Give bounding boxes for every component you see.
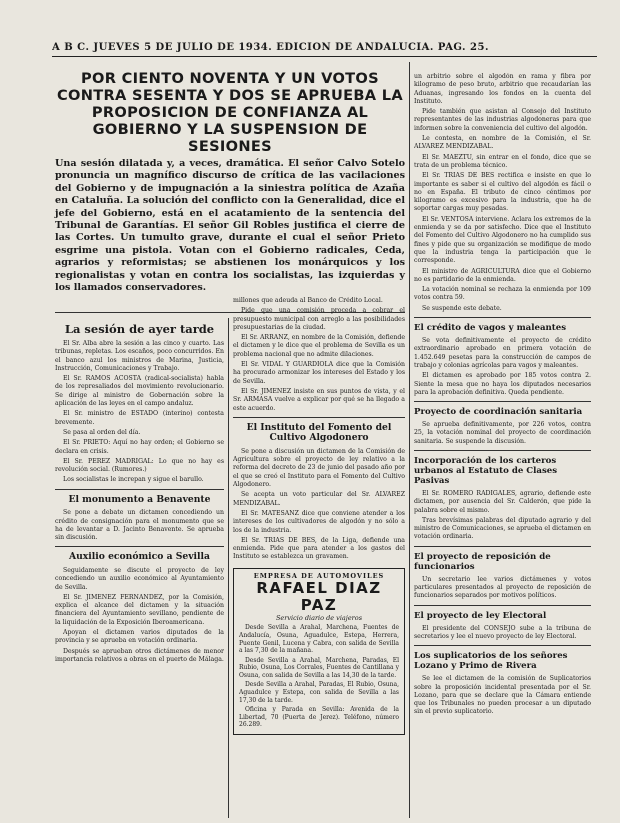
heading-coordinacion: Proyecto de coordinación sanitaria	[414, 407, 583, 418]
heading-auxilio: Auxilio económico a Sevilla	[69, 551, 210, 563]
paragraph: Pide que una comisión proceda a cobrar el presupuesto municipal con arreglo a las posibilidades presupuestarias de la ciudad.	[233, 307, 405, 331]
paragraph: El Sr. PEREZ MADRIGAL: Lo que no hay es revolución social. (Rumores.)	[55, 457, 224, 474]
paragraph: Los socialistas le increpan y sigue el barullo.	[63, 476, 204, 484]
heading-credito: El crédito de vagos y maleantes	[414, 323, 567, 334]
section-divider	[414, 605, 591, 606]
paragraph: Se acepta un voto particular del Sr. ALVAREZ MENDIZABAL.	[233, 491, 405, 507]
paragraph: El Sr. JIMENEZ FERNANDEZ, por la Comisión, explica el alcance del dictamen y la situación financiera del Ayuntamiento sevillano, pendiente de la liquidación de la Exposición Iberoamericana.	[55, 593, 224, 626]
column-rule-1	[228, 318, 229, 818]
paragraph: El Sr. TRIAS DE BES rectifica e insiste en que lo importante es saber si el cultivo del algodón es fácil o no en España. El tributo de cinco céntimos por kilogramo es excesivo para la industria, que ha de soportar cargas muy pesadas.	[414, 172, 591, 213]
ad-paragraph: Desde Sevilla a Arahal, Paradas, El Rubio, Osuna, Aguadulce y Estepa, con salida de Sevilla a las 17,30 de la tarde.	[239, 681, 399, 704]
paragraph: millones que adeuda al Banco de Crédito Local.	[233, 297, 383, 304]
section-divider	[414, 401, 591, 402]
paragraph: El Sr. TRIAS DE BES, de la Liga, defiende una enmienda. Pide que para atender a los gastos del Instituto se establezca un gravamen.	[233, 536, 405, 561]
paragraph: un arbitrio sobre el algodón en rama y fibra por kilogramo de peso bruto, arbitrio que recaudarían las Aduanas, ingresando los fondos en la cuenta del Instituto.	[414, 73, 591, 105]
ad-paragraph: Oficina y Parada en Sevilla: Avenida de la Libertad, 70 (Puerta de Jerez). Teléfono, número 26.289.	[239, 706, 399, 729]
paragraph: El Sr. Alba abre la sesión a las cinco y cuarto. Las tribunas, repletas. Los escaños, poco concurridos. En el banco azul los ministros de Marina, Justicia, Instrucción, Comunicaciones y Trabajo.	[55, 340, 224, 372]
paragraph: El Sr. ROMERO RADIGALES, agrario, defiende este dictamen, por ausencia del Sr. Calderón, que pide la palabra sobre el mismo.	[414, 489, 591, 514]
paragraph: Se pasa al orden del día.	[63, 428, 141, 436]
paragraph: Se lee el dictamen de la comisión de Suplicatorios sobre la proposición incidental presentada por el Sr. Lozano, para que se declare que la Cámara entiende que los Tribunales no pueden procesar a un diputado sin el previo suplicatorio.	[414, 675, 591, 716]
paragraph: Se suspende este debate.	[422, 304, 502, 312]
column-1	[55, 318, 224, 818]
paragraph: Un secretario lee varios dictámenes y votos particulares presentados al proyecto de reposición de funcionarios separados por motivos políticos.	[414, 575, 591, 600]
paragraph: Se vota definitivamente el proyecto de crédito extraordinario aprobado en primera votación de 1.452.649 pesetas para la construcción de campos de trabajo y colonias agrícolas para vagos y maleantes.	[414, 337, 591, 369]
paragraph: Apoyan el dictamen varios diputados de la provincia y se aprueba en votación ordinaria.	[55, 629, 224, 645]
heading-monumento: El monumento a Benavente	[68, 493, 211, 505]
ad-tagline: Servicio diario de viajeros	[275, 614, 363, 623]
section-divider	[414, 546, 591, 547]
paragraph: El ministro de AGRICULTURA dice que el Gobierno no es partidario de la enmienda.	[414, 267, 591, 283]
paragraph: El Sr. ministro de ESTADO (interino) contesta brevemente.	[55, 410, 224, 426]
main-subhead: Una sesión dilatada y, a veces, dramática. El señor Calvo Sotelo pronuncia un magnífico discurso de crítica de las vacilaciones del Gobierno y de impugnación a la siniestra política de Azaña en Cataluña. La solución del conflicto con la Generalidad, dice el jefe del Gobierno, está en el acatamiento de la sentencia del Tribunal de Garantías. El señor Gil Robles justifica el cierre de las Cortes. Un tumulto grave, durante el cual el señor Prieto esgrime una pistola. Votan con el Gobierno radicales, Ceda, agrarios y reformistas; se abstienen los monárquicos y los regionalistas y votan en contra los socialistas, las izquierdas y los llamados conservadores.	[55, 158, 405, 294]
column-3	[414, 73, 591, 819]
paragraph: El Sr. VIDAL Y GUARDIOLA dice que la Comisión ha procurado armonizar los intereses del Estado y los de Sevilla.	[233, 361, 405, 385]
paragraph: Se pone a debate un dictamen concediendo un crédito de consignación para el monumento que se ha de levantar a D. Jacinto Benavente. Se aprueba sin discusión.	[55, 509, 224, 542]
section-divider	[414, 645, 591, 646]
paragraph: Después se aprueban otros dictámenes de menor importancia relativos a obras en el puerto de Málaga.	[55, 647, 224, 663]
heading-carteros: Incorporación de los carteros urbanos al Estatuto de Clases Pasivas	[414, 455, 558, 486]
column-2	[233, 297, 405, 817]
paragraph: Se aprueba definitivamente, por 226 votos, contra 25, la votación nominal del proyecto de coordinación sanitaria. Se suspende la discusión.	[414, 421, 591, 445]
heading-instituto: El Instituto del Fomento del Cultivo Algodonero	[246, 421, 392, 444]
running-head: A B C. JUEVES 5 DE JULIO DE 1934. EDICION DE ANDALUCIA. PAG. 25.	[52, 42, 597, 57]
paragraph: Le contesta, en nombre de la Comisión, el Sr. ALVAREZ MENDIZABAL.	[414, 135, 591, 151]
paragraph: El Sr. JIMENEZ insiste en sus puntos de vista, y el Sr. ARMASA vuelve a explicar por qué se ha llegado a este acuerdo.	[233, 387, 405, 412]
advertisement	[233, 568, 405, 735]
paragraph: El Sr. ARRANZ, en nombre de la Comisión, defiende el dictamen y le dice que el problema de Sevilla es un problema nacional que no admite dilaciones.	[233, 334, 405, 358]
ad-kicker: EMPRESA DE AUTOMOVILES	[253, 571, 385, 580]
paragraph: El presidente del CONSEJO sube a la tribuna de secretarios y lee el nuevo proyecto de ley Electoral.	[414, 624, 591, 640]
section-divider	[414, 450, 591, 451]
paragraph: El Sr. RAMOS ACOSTA (radical-socialista) habla de los represaliados del movimiento revolucionario. Se dirige al ministro de Gobernación sobre la aplicación de las leyes en el campo andaluz.	[55, 375, 224, 408]
paragraph: Pide también que asistan al Consejo del Instituto representantes de las industrias algodoneras para que informen sobre la conveniencia del cultivo del algodón.	[414, 108, 591, 132]
section-divider	[233, 417, 405, 418]
column-rule-2	[409, 62, 410, 818]
section-divider	[414, 317, 591, 318]
section-divider	[55, 489, 224, 490]
heading-sesion: La sesión de ayer tarde	[64, 322, 215, 336]
ad-title: RAFAEL DIAZ PAZ	[256, 579, 382, 615]
heading-ley-electoral: El proyecto de ley Electoral	[414, 610, 547, 621]
heading-suplicatorios: Los suplicatorios de los señores Lozano y Primo de Rivera	[414, 651, 568, 672]
ad-paragraph: Desde Sevilla a Arahal, Marchena, Paradas, El Rubio, Osuna, Los Corrales, Fuentes de Cantillana y Osuna, con salida de Sevilla a las 14,30 de la tarde.	[239, 656, 399, 679]
paragraph: Tras brevísimas palabras del diputado agrario y del ministro de Comunicaciones, se aprueba el dictamen en votación ordinaria.	[414, 516, 591, 541]
main-headline: POR CIENTO NOVENTA Y UN VOTOS CONTRA SESENTA Y DOS SE APRUEBA LA PROPOSICION DE CONFIANZA AL GOBIERNO Y LA SUSPENSION DE SESIONES	[57, 70, 403, 155]
paragraph: El Sr. PRIETO: Aquí no hay orden; el Gobierno se declara en crisis.	[55, 439, 224, 455]
ad-paragraph: Desde Sevilla a Arahal, Marchena, Fuentes de Andalucía, Osuna, Aguadulce, Estepa, Herrera, Puente Genil, Lucena y Cabra, con salida de Sevilla a las 7,30 de la mañana.	[239, 624, 399, 655]
heading-reposicion: El proyecto de reposición de funcionarios	[414, 551, 551, 572]
paragraph: La votación nominal se rechaza la enmienda por 109 votos contra 59.	[414, 286, 591, 302]
paragraph: El Sr. MAEZTU, sin entrar en el fondo, dice que se trata de un problema técnico.	[414, 153, 591, 169]
paragraph: Seguidamente se discute el proyecto de ley concediendo un auxilio económico al Ayuntamiento de Sevilla.	[55, 566, 224, 591]
paragraph: El dictamen es aprobado por 185 votos contra 2. Siente la mesa que no haya los diputados necesarios para la aprobación definitiva. Queda pendiente.	[414, 372, 591, 396]
paragraph: Se pone a discusión un dictamen de la Comisión de Agricultura sobre el proyecto de ley relativo a la reforma del decreto de 23 de junio del pasado año por el que se creó el Instituto para el Fomento del Cultivo Algodonero.	[233, 447, 405, 489]
paragraph: El Sr. VENTOSA interviene. Aclara los extremos de la enmienda y se da por satisfecho. Dice que el Instituto del Fomento del Cultivo Algodonero no ha cumplido sus fines y pide que su organización se modifique de modo que la industria tenga la participación que le corresponde.	[414, 215, 591, 265]
section-divider	[55, 546, 224, 547]
paragraph: El Sr. MATESANZ dice que conviene atender a los intereses de los cultivadores de algodón y no sólo a los de la industria.	[233, 509, 405, 534]
ad-body	[239, 624, 399, 729]
